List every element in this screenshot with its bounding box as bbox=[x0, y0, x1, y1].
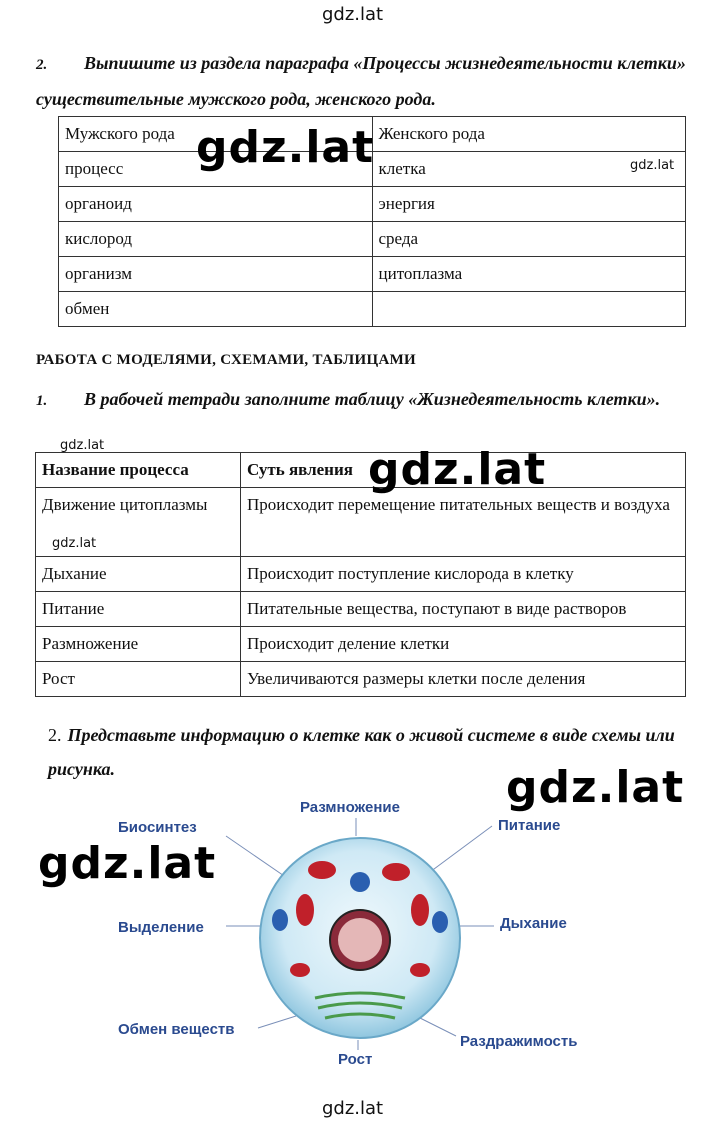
mitochondrion bbox=[308, 861, 336, 879]
watermark-top: gdz.lat bbox=[322, 4, 384, 25]
table-row bbox=[36, 627, 686, 662]
table-cell: цитоплазма bbox=[372, 257, 686, 292]
table-cell: организм bbox=[59, 257, 373, 292]
table-cell: Движение цитоплазмы bbox=[36, 488, 241, 557]
watermark-small-1: gdz.lat bbox=[630, 158, 675, 173]
table-cell: процесс bbox=[59, 152, 373, 187]
watermark-small-2: gdz.lat bbox=[60, 438, 105, 453]
table-cell: кислород bbox=[59, 222, 373, 257]
table-cell: клетка bbox=[372, 152, 686, 187]
mitochondrion bbox=[296, 894, 314, 926]
table-cell: Размножение bbox=[36, 627, 241, 662]
task-2-number: 2. bbox=[36, 57, 48, 73]
table-row bbox=[36, 662, 686, 697]
table-row bbox=[36, 453, 686, 488]
vacuole bbox=[350, 872, 370, 892]
task-3-text: Представьте информацию о клетке как о живой системе в виде схемы или рисунка. bbox=[48, 725, 675, 779]
table-cell: Питание bbox=[36, 592, 241, 627]
task-2-text: Выпишите из раздела параграфа «Процессы жизнедеятельности клетки» существительные мужского рода, женского рода. bbox=[36, 53, 686, 109]
label-nutrition: Питание bbox=[498, 817, 561, 834]
label-irritability: Раздражимость bbox=[460, 1033, 578, 1050]
header-essence: Суть явления bbox=[241, 453, 686, 488]
header-process-name: Название процесса bbox=[36, 453, 241, 488]
label-metabolism: Обмен веществ bbox=[118, 1021, 235, 1038]
table-row bbox=[36, 592, 686, 627]
table-cell: энергия bbox=[372, 187, 686, 222]
task-1 bbox=[36, 382, 696, 418]
task-1-text: В рабочей тетради заполните таблицу «Жизнедеятельность клетки». bbox=[84, 389, 661, 409]
table-cell: Происходит перемещение питательных веществ и воздуха bbox=[241, 488, 686, 557]
label-growth: Рост bbox=[338, 1051, 373, 1068]
table-cell bbox=[372, 292, 686, 327]
table-cell: обмен bbox=[59, 292, 373, 327]
table-cell: Происходит деление клетки bbox=[241, 627, 686, 662]
vacuole bbox=[432, 911, 448, 933]
nucleolus bbox=[338, 918, 382, 962]
table-cell: Происходит поступление кислорода в клетку bbox=[241, 557, 686, 592]
watermark-small-3: gdz.lat bbox=[52, 536, 97, 551]
table-row bbox=[59, 187, 686, 222]
label-respiration: Дыхание bbox=[500, 915, 567, 932]
table-cell: Увеличиваются размеры клетки после деления bbox=[241, 662, 686, 697]
label-excretion: Выделение bbox=[118, 919, 204, 936]
table-row bbox=[36, 488, 686, 557]
task-2 bbox=[36, 46, 696, 116]
label-reproduction: Размножение bbox=[300, 799, 400, 816]
table-cell: среда bbox=[372, 222, 686, 257]
cell-illustration bbox=[260, 838, 460, 1038]
mitochondrion bbox=[410, 963, 430, 977]
table-cell: Питательные вещества, поступают в виде растворов bbox=[241, 592, 686, 627]
table-cell: Дыхание bbox=[36, 557, 241, 592]
mitochondrion bbox=[382, 863, 410, 881]
table-row bbox=[59, 292, 686, 327]
table-cell: Рост bbox=[36, 662, 241, 697]
watermark-big-3: gdz.lat bbox=[506, 762, 685, 813]
task-3-number: 2. bbox=[48, 725, 62, 745]
table-row bbox=[36, 557, 686, 592]
watermark-bottom: gdz.lat bbox=[322, 1098, 384, 1119]
label-biosynthesis: Биосинтез bbox=[118, 819, 197, 836]
table-row bbox=[59, 222, 686, 257]
section-heading: РАБОТА С МОДЕЛЯМИ, СХЕМАМИ, ТАБЛИЦАМИ bbox=[36, 352, 417, 368]
header-feminine: Женского рода bbox=[372, 117, 686, 152]
table-cell: органоид bbox=[59, 187, 373, 222]
mitochondrion bbox=[290, 963, 310, 977]
watermark-big-1: gdz.lat bbox=[196, 122, 375, 173]
table-row bbox=[59, 257, 686, 292]
header-masculine: Мужского рода bbox=[59, 117, 373, 152]
vacuole bbox=[272, 909, 288, 931]
process-table bbox=[35, 452, 686, 697]
task-1-number: 1. bbox=[36, 393, 48, 409]
watermark-big-4: gdz.lat bbox=[38, 838, 217, 889]
watermark-big-2: gdz.lat bbox=[368, 444, 547, 495]
mitochondrion bbox=[411, 894, 429, 926]
